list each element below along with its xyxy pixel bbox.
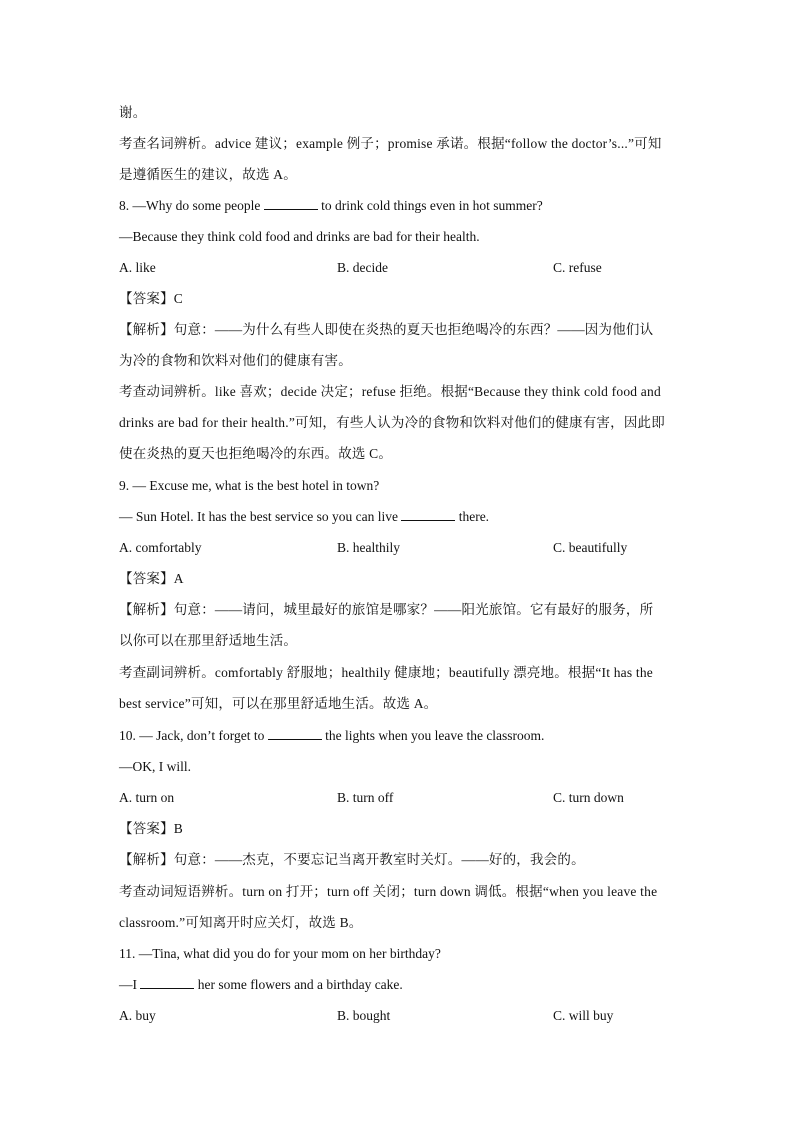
explanation-line: 考查动词短语辨析。turn on 打开；turn off 关闭；turn down 调低。根据“when you leave the (119, 884, 658, 899)
answer-label: 【答案】C (119, 291, 184, 306)
option-b: B. turn off (337, 790, 394, 805)
question-11: 11. —Tina, what did you do for your mom on her birthday? (119, 946, 441, 961)
question-text: — Sun Hotel. It has the best service so you can live (119, 509, 398, 524)
explanation-line: 【解析】句意：——杰克，不要忘记当离开教室时关灯。——好的，我会的。 (119, 852, 585, 867)
option-b: B. decide (337, 260, 388, 275)
text-line: 考查名词辨析。advice 建议；example 例子；promise 承诺。根据“follow the doctor’s...”可知 (119, 136, 662, 151)
explanation-line: drinks are bad for their health.”可知，有些人认为冷的食物和饮料对他们的健康有害，因此即 (119, 415, 665, 430)
option-c: C. turn down (553, 790, 624, 805)
explanation-line: classroom.”可知离开时应关灯，故选 B。 (119, 915, 363, 930)
explanation-line: 以你可以在那里舒适地生活。 (119, 633, 298, 648)
option-b: B. bought (337, 1008, 391, 1023)
answer-label: 【答案】B (119, 821, 184, 836)
question-11-options (119, 1006, 679, 1026)
question-8-options (119, 258, 679, 278)
question-text: there. (458, 509, 490, 524)
question-8-reply: —Because they think cold food and drinks are bad for their health. (119, 229, 480, 244)
option-a: A. like (119, 260, 156, 275)
question-9-options (119, 538, 679, 558)
question-10-options (119, 788, 679, 808)
question-10-reply: —OK, I will. (119, 759, 191, 774)
question-text: —I (119, 977, 137, 992)
question-text: to drink cold things even in hot summer? (321, 198, 543, 213)
option-c: C. will buy (553, 1008, 614, 1023)
text-line: 谢。 (119, 105, 147, 120)
answer-blank (264, 196, 318, 210)
explanation-line: 【解析】句意：——请问，城里最好的旅馆是哪家？——阳光旅馆。它有最好的服务，所 (119, 602, 654, 617)
question-text: the lights when you leave the classroom. (325, 728, 545, 743)
option-a: A. comfortably (119, 540, 202, 555)
answer-label: 【答案】A (119, 571, 184, 586)
explanation-line: 考查动词辨析。like 喜欢；decide 决定；refuse 拒绝。根据“Because they think cold food and (119, 384, 661, 399)
question-8 (119, 196, 543, 216)
option-c: C. beautifully (553, 540, 628, 555)
explanation-line: 【解析】句意：——为什么有些人即使在炎热的夏天也拒绝喝冷的东西？——因为他们认 (119, 322, 654, 337)
option-a: A. turn on (119, 790, 175, 805)
question-10 (119, 726, 544, 746)
explanation-line: best service”可知，可以在那里舒适地生活。故选 A。 (119, 696, 438, 711)
explanation-line: 为冷的食物和饮料对他们的健康有害。 (119, 353, 352, 368)
question-text: 8. —Why do some people (119, 198, 261, 213)
option-c: C. refuse (553, 260, 602, 275)
question-text: 10. — Jack, don’t forget to (119, 728, 265, 743)
text-line: 是遵循医生的建议，故选 A。 (119, 167, 297, 182)
question-9: 9. — Excuse me, what is the best hotel in town? (119, 478, 380, 493)
question-11-reply (119, 975, 403, 995)
answer-blank (268, 726, 322, 740)
option-b: B. healthily (337, 540, 400, 555)
explanation-line: 使在炎热的夏天也拒绝喝冷的东西。故选 C。 (119, 446, 393, 461)
option-a: A. buy (119, 1008, 156, 1023)
question-9-reply (119, 507, 489, 527)
explanation-line: 考查副词辨析。comfortably 舒服地；healthily 健康地；beautifully 漂亮地。根据“It has the (119, 665, 653, 680)
answer-blank (401, 507, 455, 521)
question-text: her some flowers and a birthday cake. (197, 977, 403, 992)
answer-blank (140, 975, 194, 989)
